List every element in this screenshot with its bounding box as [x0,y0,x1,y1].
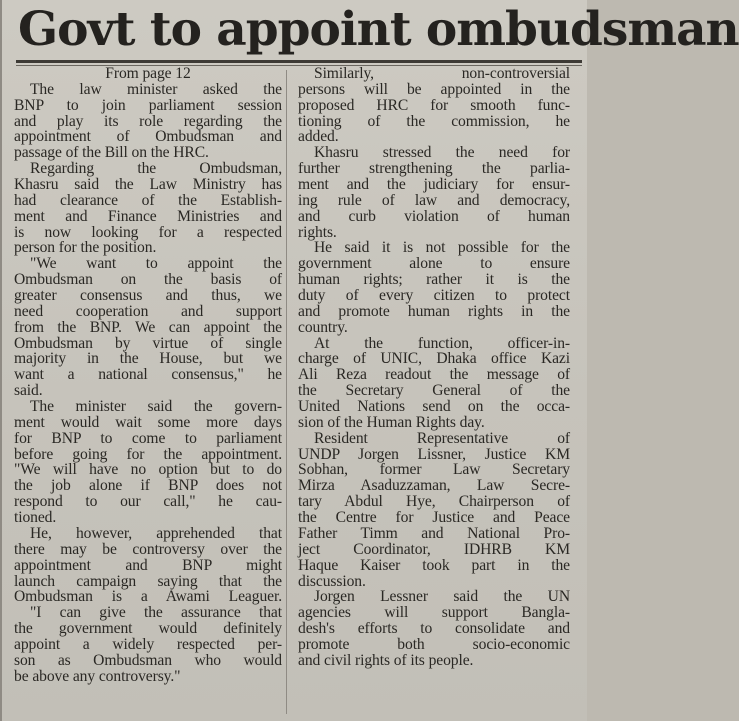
right-column-line: At the function, officer-in- [314,334,570,352]
right-column-line: human rights; rather it is the [298,271,570,289]
right-column-line: discussion. [298,572,366,590]
left-column-line: Ombudsman on the basis of [14,271,282,289]
right-column-line: Khasru stressed the need for [314,144,570,162]
right-column-line: and civil rights of its people. [298,651,474,669]
left-column-line: From page 12 [105,65,191,82]
right-column [298,66,570,669]
right-column-line: duty of every citizen to protect [298,287,570,305]
left-column-line: Ombudsman is a Awami Leaguer. [14,588,282,606]
right-column-line: ment and the judiciary for ensur- [298,176,570,194]
left-column-line: had clearance of the Establish- [14,191,282,209]
right-column-line: Ali Reza readout the message of [298,366,570,384]
left-column-line: majority in the House, but we [14,350,282,368]
left-column-line: He, however, apprehended that [30,524,282,542]
headline-rule [16,60,582,63]
left-column-line: the job alone if BNP does not [14,477,282,495]
right-column-line: charge of UNIC, Dhaka office Kazi [298,350,570,368]
left-column-line: passage of the Bill on the HRC. [14,144,209,162]
right-column-line: United Nations send on the occa- [298,398,570,416]
right-column-line: agencies will support Bangla- [298,604,570,622]
left-column-line: BNP to join parliament session [14,96,282,114]
right-column-line: Father Timm and National Pro- [298,524,570,542]
left-column-line: tioned. [14,509,57,527]
left-column-line: there may be controversy over the [14,540,282,558]
right-column-line: ject Coordinator, IDHRB KM [298,540,570,558]
left-column-line: before going for the appointment. [14,445,282,463]
right-column-line: Haque Kaiser took part in the [298,556,570,574]
right-column-line: sion of the Human Rights day. [298,413,485,431]
column-divider [286,70,287,714]
right-column-line: tioning of the commission, he [298,112,570,130]
right-column-line: Jorgen Lessner said the UN [314,588,570,606]
left-column-line: need cooperation and support [14,302,282,320]
left-column-line: and play its role regarding the [14,112,282,130]
right-column-line: desh's efforts to consolidate and [298,620,570,638]
left-column-line: appointment and BNP might [14,556,282,574]
right-column-line: added. [298,128,339,146]
left-column-line: ment and Finance Ministries and [14,207,282,225]
left-column-line: "We will have no option but to do [14,461,282,479]
right-column-line: ing rule of law and democracy, [298,191,570,209]
left-column-line: The law minister asked the [30,80,282,98]
right-column-line: UNDP Jorgen Lissner, Justice KM [298,445,570,463]
right-column-line: rights. [298,223,337,241]
right-column-line: Resident Representative of [314,429,570,447]
left-column-line: person for the position. [14,239,157,257]
left-column [14,66,282,685]
left-column-line: said. [14,382,43,400]
left-column-line: The minister said the govern- [30,398,282,416]
left-column-line: Regarding the Ombudsman, [30,160,282,178]
right-column-line: Sobhan, former Law Secretary [298,461,570,479]
right-column-line: and curb violation of human [298,207,570,225]
right-column-line: Mirza Asaduzzaman, Law Secre- [298,477,570,495]
left-column-line: be above any controversy." [14,667,181,685]
right-column-line: and promote human rights in the [298,302,570,320]
right-column-line: further strengthening the parlia- [298,160,570,178]
left-column-line: "I can give the assurance that [30,604,282,622]
right-column-line: country. [298,318,348,336]
right-column-line: promote both socio-economic [298,635,570,653]
left-column-line: the government would definitely [14,620,282,638]
right-column-line: He said it is not possible for the [314,239,570,257]
right-column-line: the Centre for Justice and Peace [298,509,570,527]
left-column-line: appoint a widely respected per- [14,635,282,653]
left-column-line: from the BNP. We can appoint the [14,318,282,336]
left-column-line: respond to our call," he cau- [14,493,282,511]
right-column-line: persons will be appointed in the [298,80,570,98]
right-column-line: Similarly, non-controversial [314,65,570,82]
left-column-line: "We want to appoint the [30,255,282,273]
left-column-line: for BNP to come to parliament [14,429,282,447]
left-column-line: ment would wait some more days [14,413,282,431]
right-column-line: government alone to ensure [298,255,570,273]
left-column-line: Ombudsman by virtue of single [14,334,282,352]
right-column-line: proposed HRC for smooth func- [298,96,570,114]
left-column-line: want a national consensus," he [14,366,282,384]
headline: Govt to appoint ombudsman [18,2,739,57]
right-column-line: tary Abdul Hye, Chairperson of [298,493,570,511]
left-column-line: is now looking for a respected [14,223,282,241]
left-column-line: son as Ombudsman who would [14,651,282,669]
right-column-line: the Secretary General of the [298,382,570,400]
left-column-line: greater consensus and thus, we [14,287,282,305]
left-column-line: appointment of Ombudsman and [14,128,282,146]
left-column-line: Khasru said the Law Ministry has [14,176,282,194]
left-column-line: launch campaign saying that the [14,572,282,590]
